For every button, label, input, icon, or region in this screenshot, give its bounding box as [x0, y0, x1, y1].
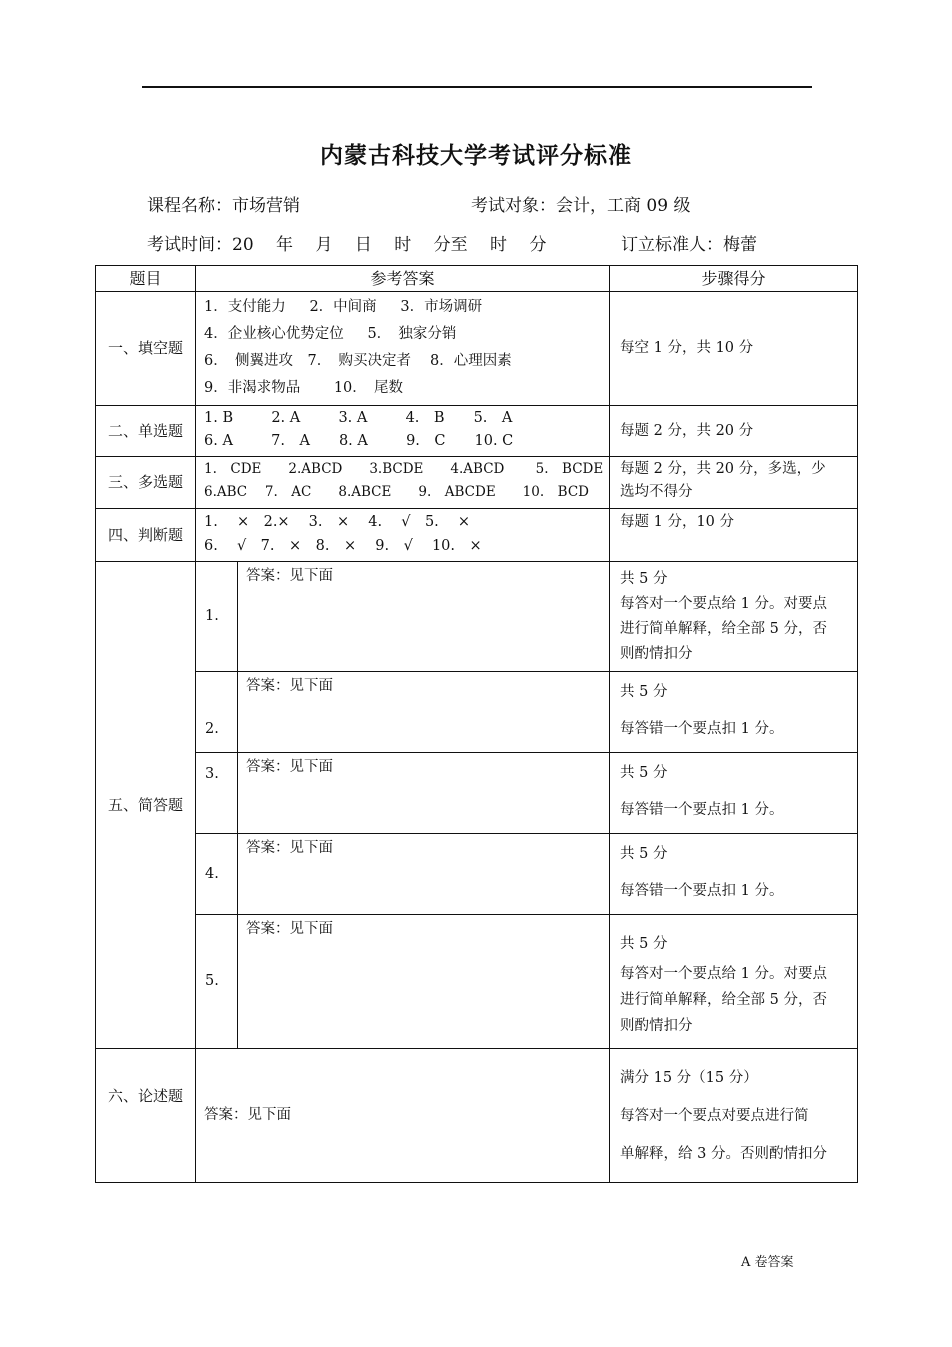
answer-line: 4．企业核心优势定位 5． 独家分销	[204, 326, 457, 342]
item-number: 4.	[196, 834, 238, 915]
score-line: 共 5 分	[620, 571, 668, 587]
score-line: 则酌情扣分	[620, 646, 693, 662]
table-row-single-choice	[96, 406, 858, 457]
question-type: 三、多选题	[96, 457, 196, 509]
answer-line: 1. × 2.× 3. × 4. √ 5. ×	[204, 514, 471, 530]
answer-cell	[196, 457, 610, 509]
score-line: 进行简单解释，给全部 5 分，否	[620, 992, 827, 1008]
score-line: 选均不得分	[620, 484, 693, 500]
score-line: 每答对一个要点给 1 分。对要点	[620, 596, 827, 612]
score-line: 共 5 分	[620, 846, 668, 862]
score-line: 则酌情扣分	[620, 1018, 693, 1034]
table-row-multiple-choice	[96, 457, 858, 509]
course-name: 课程名称：市场营销	[147, 196, 300, 216]
header-answer: 参考答案	[196, 266, 610, 292]
score-cell	[610, 509, 858, 562]
standard-setter: 订立标准人：梅蕾	[621, 235, 757, 255]
score-line: 每答对一个要点对要点进行简	[620, 1108, 809, 1124]
question-type: 四、判断题	[96, 509, 196, 562]
score-line: 每答错一个要点扣 1 分。	[620, 721, 784, 737]
score-line: 单解释，给 3 分。否则酌情扣分	[620, 1146, 827, 1162]
header-score: 步骤得分	[610, 266, 858, 292]
score-line: 共 5 分	[620, 936, 668, 952]
page-title: 内蒙古科技大学考试评分标准	[320, 143, 632, 169]
table-row-short-answer-4	[96, 834, 858, 915]
question-type: 二、单选题	[96, 406, 196, 457]
table-row-essay	[96, 1049, 858, 1183]
question-type: 六、论述题	[96, 1049, 196, 1183]
answer-cell	[196, 406, 610, 457]
answer-cell: 答案：见下面	[238, 915, 610, 1049]
question-type: 五、简答题	[96, 562, 196, 1049]
score-cell	[610, 457, 858, 509]
table-header-row	[96, 266, 858, 292]
answer-line: 9．非渴求物品 10． 尾数	[204, 380, 404, 396]
score-cell	[610, 1049, 858, 1183]
answer-cell: 答案：见下面	[238, 562, 610, 672]
answer-cell: 答案：见下面	[238, 753, 610, 834]
score-cell	[610, 292, 858, 406]
score-cell	[610, 915, 858, 1049]
table-row-fill-blank	[96, 292, 858, 406]
score-cell	[610, 672, 858, 753]
answer-cell: 答案：见下面	[238, 834, 610, 915]
item-number: 3.	[196, 753, 238, 834]
answer-cell: 答案：见下面	[196, 1049, 610, 1183]
score-line: 每题 2 分，共 20 分	[620, 422, 754, 439]
score-line: 每空 1 分，共 10 分	[620, 340, 754, 357]
item-number: 1.	[196, 562, 238, 672]
grading-table	[95, 265, 858, 1183]
score-line: 每答对一个要点给 1 分。对要点	[620, 966, 827, 982]
answer-cell	[196, 292, 610, 406]
answer-line: 6. √ 7. × 8. × 9. √ 10. ×	[204, 538, 482, 554]
table-row-true-false	[96, 509, 858, 562]
score-line: 共 5 分	[620, 765, 668, 781]
item-number: 5.	[196, 915, 238, 1049]
answer-line: 6． 侧翼进攻 7． 购买决定者 8．心理因素	[204, 353, 512, 369]
answer-line: 1．支付能力 2．中间商 3．市场调研	[204, 299, 483, 315]
table-row-short-answer-3	[96, 753, 858, 834]
score-cell	[610, 406, 858, 457]
exam-target: 考试对象：会计，工商 09 级	[471, 196, 691, 216]
header-rule	[142, 86, 812, 88]
score-line: 每答错一个要点扣 1 分。	[620, 883, 784, 899]
answer-line: 6. A 7. A 8. A 9. C 10. C	[204, 433, 514, 449]
score-line: 每题 1 分，10 分	[620, 514, 735, 530]
header-question: 题目	[96, 266, 196, 292]
item-number: 2.	[196, 672, 238, 753]
table-row-short-answer-1	[96, 562, 858, 672]
question-type: 一、填空题	[96, 292, 196, 406]
answer-line: 1. B 2. A 3. A 4. B 5. A	[204, 410, 513, 426]
footer-label: A 卷答案	[741, 1255, 794, 1270]
score-line: 进行简单解释，给全部 5 分，否	[620, 621, 827, 637]
table-row-short-answer-2	[96, 672, 858, 753]
answer-line: 6.ABC 7. AC 8.ABCE 9. ABCDE 10. BCD	[204, 484, 589, 500]
exam-time: 考试时间：20 年 月 日 时 分至 时 分	[147, 235, 547, 255]
answer-cell: 答案：见下面	[238, 672, 610, 753]
score-line: 每题 2 分，共 20 分，多选，少	[620, 461, 826, 477]
score-line: 满分 15 分（15 分）	[620, 1070, 758, 1086]
table-row-short-answer-5	[96, 915, 858, 1049]
score-line: 每答错一个要点扣 1 分。	[620, 802, 784, 818]
answer-line: 1. CDE 2.ABCD 3.BCDE 4.ABCD 5. BCDE	[204, 461, 604, 477]
score-line: 共 5 分	[620, 684, 668, 700]
answer-cell	[196, 509, 610, 562]
score-cell	[610, 753, 858, 834]
score-cell	[610, 834, 858, 915]
score-cell	[610, 562, 858, 672]
